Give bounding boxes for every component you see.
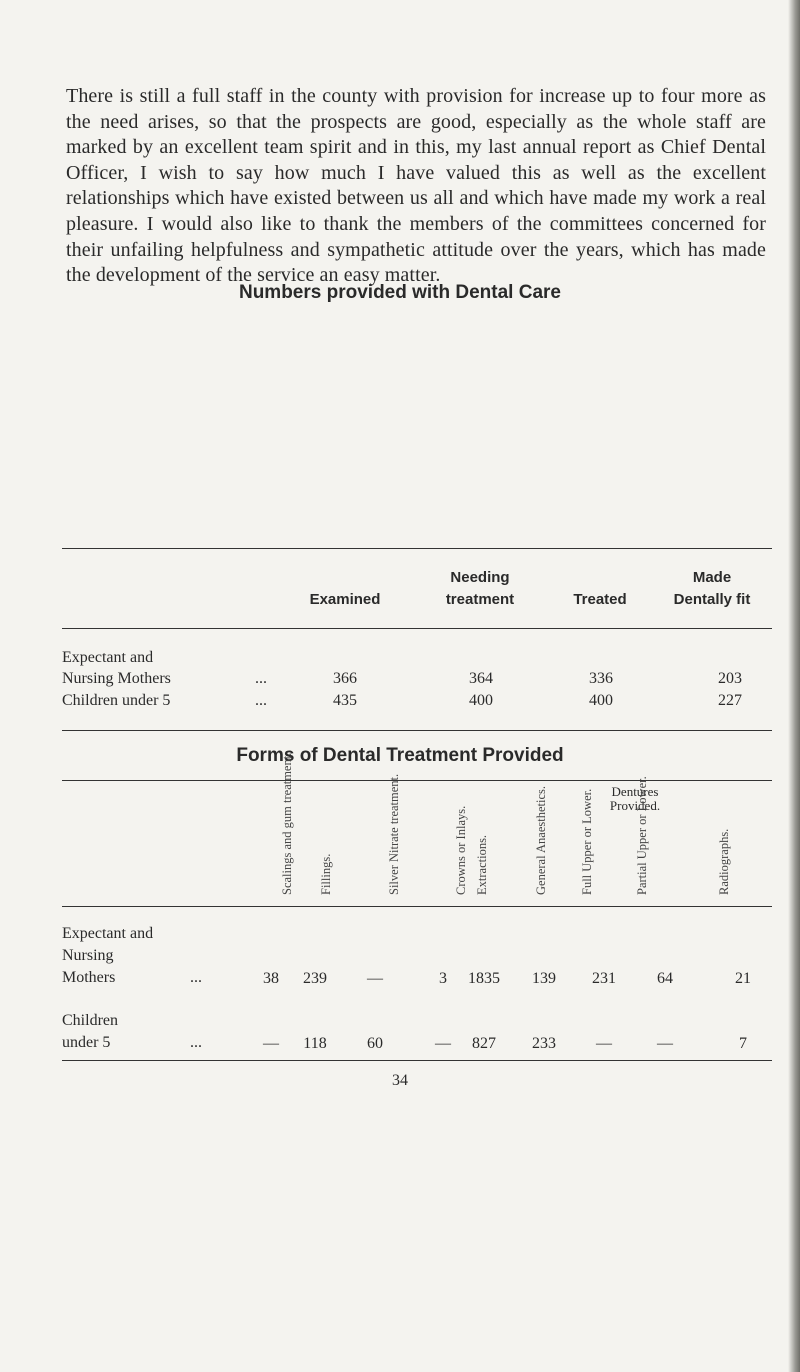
table2-header-rule: [62, 906, 772, 907]
cell-needing: 400: [469, 692, 493, 709]
header-needing-1: Needing: [450, 569, 510, 586]
dentures-header-1: Dentures: [611, 784, 659, 799]
cell-examined: 366: [333, 670, 357, 687]
cell-full-dentures: —: [596, 1035, 612, 1052]
col-header-partial-dentures: Partial Upper or Lower.: [635, 776, 649, 895]
cell-full-dentures: 231: [592, 970, 616, 987]
col-header-scalings: Scalings and gum treatment.: [280, 752, 294, 895]
cell-partial-dentures: 64: [657, 970, 673, 987]
table2-bottom-rule: [62, 1060, 772, 1061]
col-header-crowns: Crowns or Inlays.: [454, 805, 468, 895]
cell-treated: 336: [589, 670, 613, 687]
row-dots: ...: [190, 969, 202, 986]
header-needing-2: treatment: [445, 591, 515, 608]
cell-made-fit: 203: [718, 670, 742, 687]
cell-extractions: 827: [472, 1035, 496, 1052]
cell-scalings: —: [263, 1035, 279, 1052]
body-paragraph: There is still a full staff in the county with provision for increase up to four more as the need arises, so that the prospects are good, especially as the whole staff are marked by an excellent team spirit and in this, my last annual report as Chief Dental Officer, I wish to say how much I have valued this as well as the excellent relationships which have existed between us all and which have made my work a real pleasure. I would also like to thank the members of the committees concerned for their unfailing helpfulness and sympathetic attitude over the years, which has made the development of the service an easy matter.: [66, 85, 766, 287]
col-header-fillings: Fillings.: [319, 853, 333, 895]
table1-top-rule: [62, 548, 772, 549]
cell-crowns: —: [435, 1035, 451, 1052]
cell-fillings: 118: [303, 1035, 327, 1052]
col-header-extractions: Extractions.: [475, 834, 489, 895]
row-dots: ...: [255, 670, 267, 687]
row-label-line2: Nursing: [62, 947, 114, 964]
cell-fillings: 239: [303, 970, 327, 987]
page-edge-shadow: [788, 0, 800, 1372]
cell-general-anaesthetics: 233: [532, 1035, 556, 1052]
row-label-line2: under 5: [62, 1034, 111, 1051]
header-treated: Treated: [573, 591, 627, 608]
cell-radiographs: 7: [739, 1035, 747, 1052]
page-number: 34: [392, 1072, 408, 1089]
dentures-header-2: Provided.: [609, 798, 661, 813]
header-made-2: Dentally fit: [673, 591, 751, 608]
col-header-silver-nitrate: Silver Nitrate treatment.: [387, 773, 401, 895]
cell-silver-nitrate: 60: [367, 1035, 383, 1052]
row-label-line1: Expectant and: [62, 649, 154, 666]
row-dots: ...: [190, 1034, 202, 1051]
cell-examined: 435: [333, 692, 357, 709]
row-label-line2: Nursing Mothers: [62, 670, 171, 687]
header-examined: Examined: [309, 591, 381, 608]
row-label-line1: Expectant and: [62, 925, 154, 942]
cell-needing: 364: [469, 670, 493, 687]
cell-treated: 400: [589, 692, 613, 709]
cell-made-fit: 227: [718, 692, 742, 709]
table2-top-rule: [62, 780, 772, 781]
cell-radiographs: 21: [735, 970, 751, 987]
cell-silver-nitrate: —: [367, 970, 383, 987]
col-header-general-anaesthetics: General Anaesthetics.: [534, 786, 548, 895]
table1-bottom-rule: [62, 730, 772, 731]
table1-header-rule: [62, 628, 772, 629]
cell-scalings: 38: [263, 970, 279, 987]
row-dots: ...: [255, 692, 267, 709]
col-header-full-dentures: Full Upper or Lower.: [580, 788, 594, 895]
cell-extractions: 1835: [468, 970, 500, 987]
cell-general-anaesthetics: 139: [532, 970, 556, 987]
col-header-radiographs: Radiographs.: [717, 828, 731, 895]
cell-partial-dentures: —: [657, 1035, 673, 1052]
table2-title: Forms of Dental Treatment Provided: [236, 745, 564, 766]
table1-title: Numbers provided with Dental Care: [238, 282, 561, 303]
row-label: Children under 5: [62, 692, 171, 709]
header-made-1: Made: [692, 569, 732, 586]
cell-crowns: 3: [439, 970, 447, 987]
row-label-line3: Mothers: [62, 969, 116, 986]
row-label-line1: Children: [62, 1012, 118, 1029]
